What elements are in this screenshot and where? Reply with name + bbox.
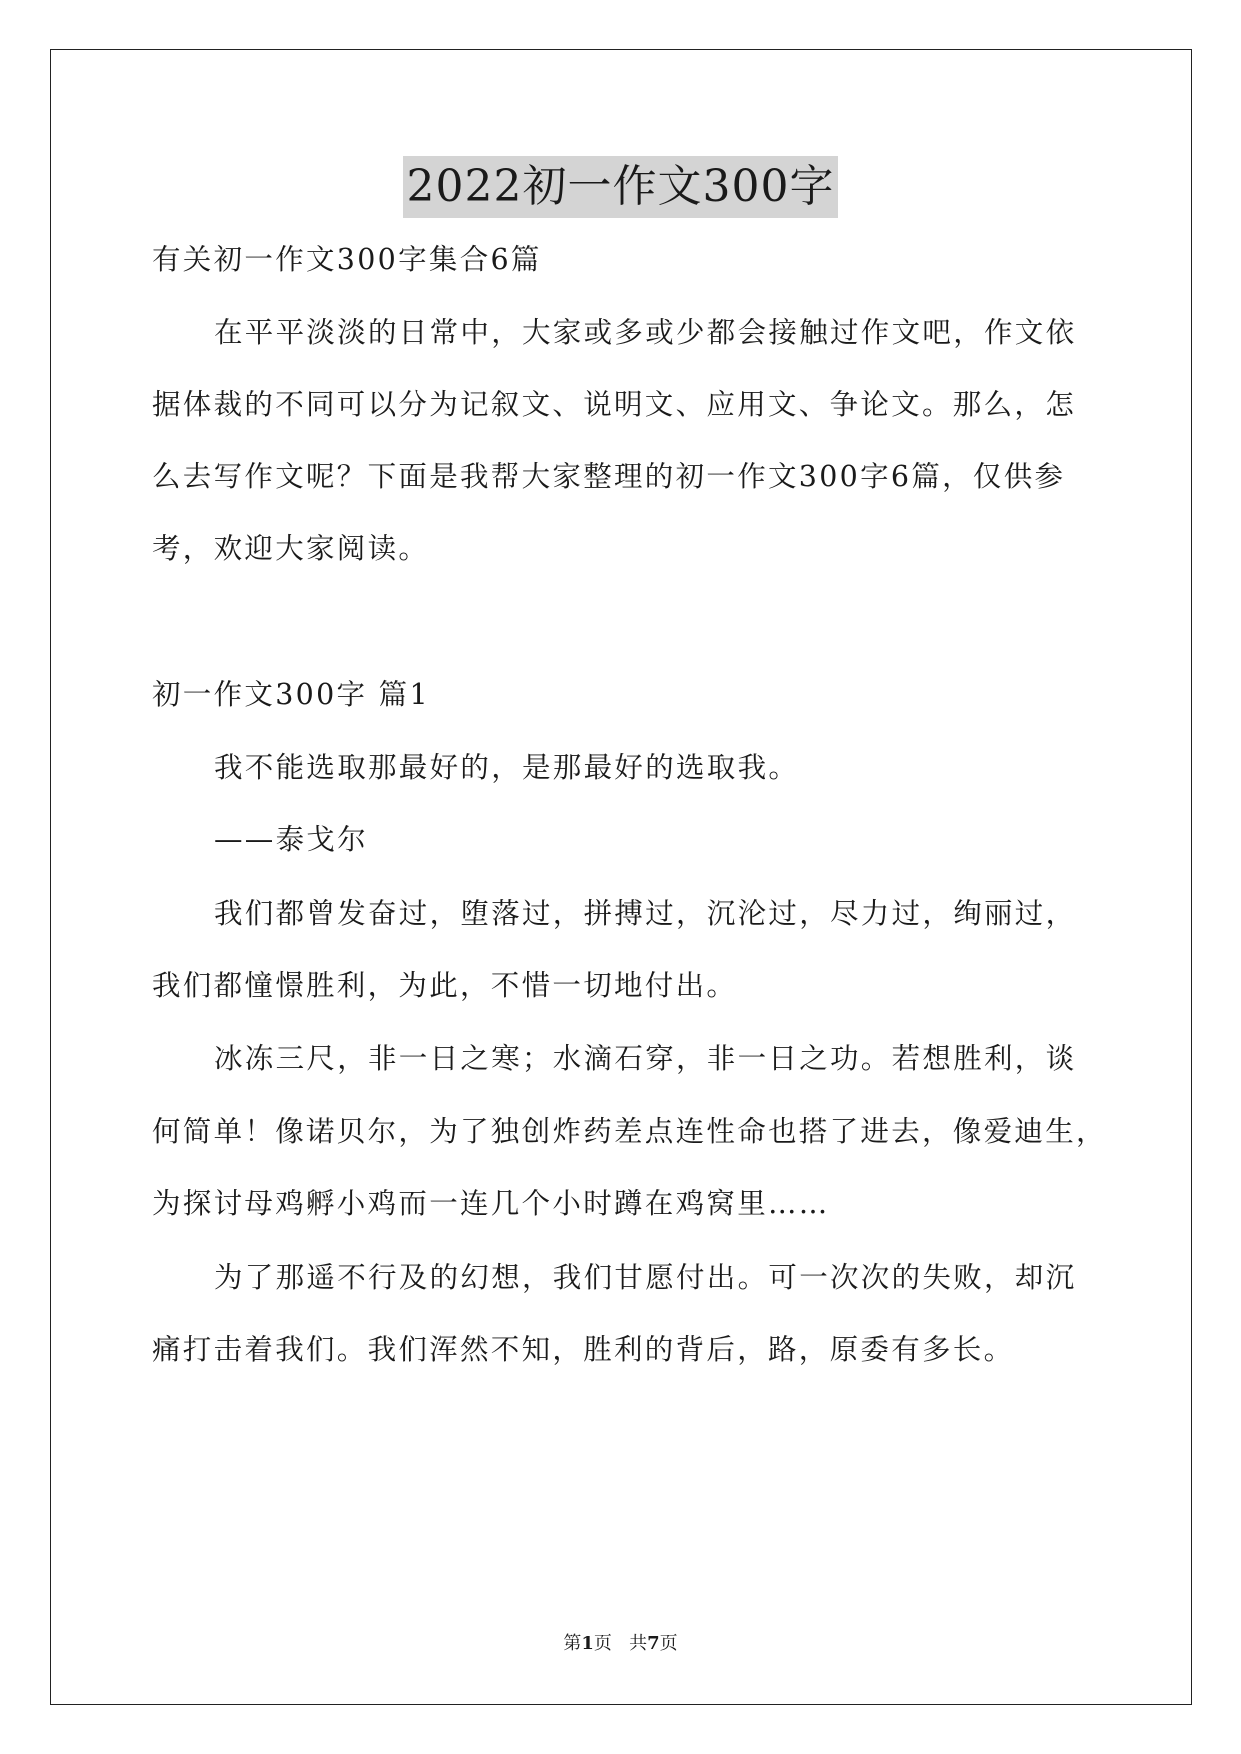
section-heading: 初一作文300字 篇1 bbox=[152, 678, 430, 711]
paragraph-1-line-1: 我们都曾发奋过，堕落过，拼搏过，沉沦过，尽力过，绚丽过， bbox=[214, 897, 1077, 930]
title-container bbox=[0, 156, 1241, 218]
paragraph-2-line-3: 为探讨母鸡孵小鸡而一连几个小时蹲在鸡窝里…… bbox=[152, 1187, 830, 1220]
paragraph-3-line-2: 痛打击着我们。我们浑然不知，胜利的背后，路，原委有多长。 bbox=[152, 1333, 1015, 1366]
intro-line-4: 考，欢迎大家阅读。 bbox=[152, 532, 430, 565]
paragraph-3-line-1: 为了那遥不行及的幻想，我们甘愿付出。可一次次的失败，却沉 bbox=[214, 1261, 1077, 1294]
quote-author: ——泰戈尔 bbox=[214, 823, 369, 856]
intro-line-1: 在平平淡淡的日常中，大家或多或少都会接触过作文吧，作文依 bbox=[214, 316, 1077, 349]
footer-mid: 页 共 bbox=[593, 1633, 648, 1654]
footer-page-number: 1 bbox=[581, 1633, 594, 1654]
page-footer bbox=[0, 1632, 1241, 1656]
subtitle-line: 有关初一作文300字集合6篇 bbox=[152, 243, 542, 276]
paragraph-2-line-2: 何简单！像诺贝尔，为了独创炸药差点连性命也搭了进去，像爱迪生， bbox=[152, 1115, 1107, 1148]
footer-prefix: 第 bbox=[563, 1633, 582, 1654]
paragraph-2-line-1: 冰冻三尺，非一日之寒；水滴石穿，非一日之功。若想胜利，谈 bbox=[214, 1042, 1077, 1075]
footer-suffix: 页 bbox=[659, 1633, 678, 1654]
intro-line-3: 么去写作文呢？下面是我帮大家整理的初一作文300字6篇，仅供参 bbox=[152, 460, 1066, 493]
paragraph-1-line-2: 我们都憧憬胜利，为此，不惜一切地付出。 bbox=[152, 969, 738, 1002]
page-border bbox=[50, 49, 1192, 1705]
footer-total-pages: 7 bbox=[647, 1633, 660, 1654]
document-title: 2022初一作文300字 bbox=[403, 156, 839, 218]
intro-line-2: 据体裁的不同可以分为记叙文、说明文、应用文、争论文。那么，怎 bbox=[152, 388, 1077, 421]
quote-line: 我不能选取那最好的，是那最好的选取我。 bbox=[214, 751, 800, 784]
